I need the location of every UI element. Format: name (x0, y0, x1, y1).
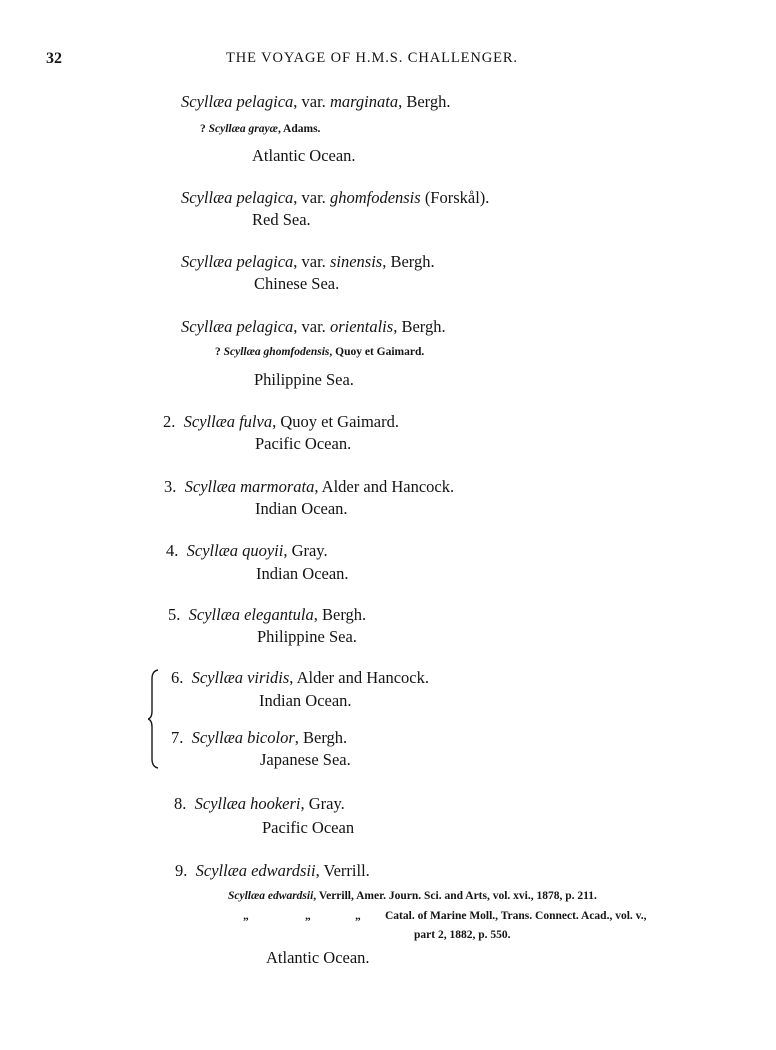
locality: Pacific Ocean (262, 818, 355, 837)
ditto-mark: „ (305, 910, 311, 922)
species-entry: 4. Scyllæa quoyii, Gray. (166, 541, 328, 560)
species-entry: 2. Scyllæa fulva, Quoy et Gaimard. (163, 412, 400, 431)
locality: Atlantic Ocean. (252, 146, 356, 165)
locality: Atlantic Ocean. (266, 948, 370, 967)
page-number: 32 (46, 50, 62, 67)
reference-line: Catal. of Marine Moll., Trans. Connect. Acad., vol. v., (385, 910, 647, 922)
locality: Red Sea. (252, 210, 311, 229)
locality: Philippine Sea. (257, 627, 357, 646)
locality: Indian Ocean. (259, 691, 352, 710)
locality: Philippine Sea. (254, 370, 354, 389)
locality: Pacific Ocean. (255, 434, 352, 453)
species-entry: 3. Scyllæa marmorata, Alder and Hancock. (164, 477, 455, 496)
ditto-mark: „ (243, 910, 249, 922)
synonym-line: ? Scyllæa ghomfodensis, Quoy et Gaimard. (215, 346, 425, 358)
locality: Indian Ocean. (256, 564, 349, 583)
species-entry: 6. Scyllæa viridis, Alder and Hancock. (171, 668, 429, 687)
species-entry: Scyllæa pelagica, var. sinensis, Bergh. (181, 252, 435, 271)
locality: Japanese Sea. (260, 750, 351, 769)
species-entry: Scyllæa pelagica, var. orientalis, Bergh. (181, 317, 446, 336)
running-title: THE VOYAGE OF H.M.S. CHALLENGER. (226, 50, 518, 66)
species-entry: 5. Scyllæa elegantula, Bergh. (168, 605, 367, 624)
species-entry: 7. Scyllæa bicolor, Bergh. (171, 728, 348, 747)
synonym-line: ? Scyllæa grayæ, Adams. (200, 123, 321, 135)
locality: Chinese Sea. (254, 274, 340, 293)
species-entry: Scyllæa pelagica, var. marginata, Bergh. (181, 92, 451, 111)
species-entry: 9. Scyllæa edwardsii, Verrill. (175, 861, 370, 880)
locality: Indian Ocean. (255, 499, 348, 518)
grouping-brace (148, 669, 160, 769)
species-entry: Scyllæa pelagica, var. ghomfodensis (Forskål). (181, 188, 490, 207)
reference-line-continued: part 2, 1882, p. 550. (414, 929, 511, 941)
reference-line: Scyllæa edwardsii, Verrill, Amer. Journ. Sci. and Arts, vol. xvi., 1878, p. 211. (228, 890, 597, 902)
species-entry: 8. Scyllæa hookeri, Gray. (174, 794, 345, 813)
ditto-mark: „ (355, 910, 361, 922)
